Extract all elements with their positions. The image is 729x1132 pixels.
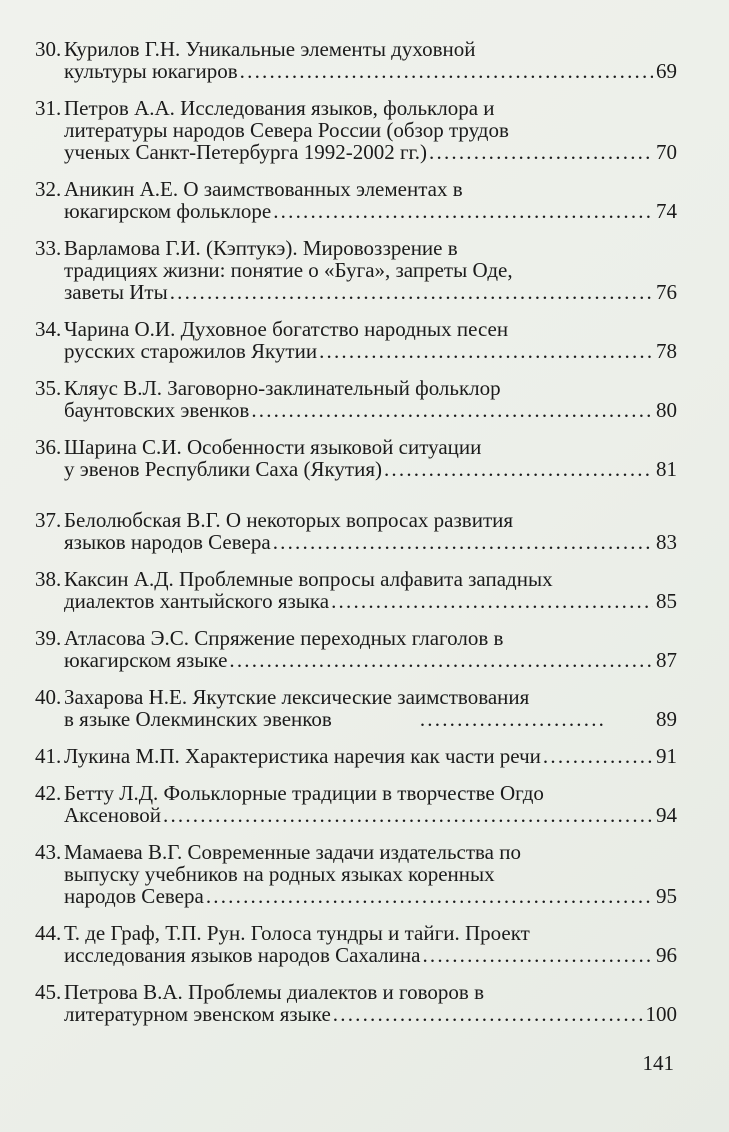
- entry-number: 34.: [35, 317, 62, 341]
- entry-text-line: в языке Олекминских эвенков: [64, 707, 332, 731]
- entry-text-line: Каксин А.Д. Проблемные вопросы алфавита западных: [64, 567, 553, 591]
- entry-text-line: Бетту Л.Д. Фольклорные традиции в творчестве Огдо: [64, 781, 544, 805]
- entry-text-line: литературном эвенском языке: [64, 1002, 331, 1026]
- entry-number: 36.: [35, 435, 62, 459]
- toc-entry: [35, 782, 677, 826]
- toc-entry: [35, 841, 677, 907]
- dot-leader: [420, 708, 607, 730]
- folio-page-number: 141: [642, 1051, 674, 1075]
- entry-page-number: 95: [656, 884, 677, 908]
- dot-leader: [163, 804, 653, 826]
- entry-number: 39.: [35, 626, 62, 650]
- entry-number: 31.: [35, 96, 62, 120]
- entry-text-line: ученых Санкт-Петербурга 1992-2002 гг.): [64, 140, 428, 164]
- dot-leader: [206, 885, 653, 907]
- entry-number: 43.: [35, 840, 62, 864]
- entry-text-line: народов Севера: [64, 884, 204, 908]
- entry-page-number: 94: [656, 803, 677, 827]
- dot-leader: [429, 141, 653, 163]
- entry-number: 30.: [35, 37, 62, 61]
- entry-page-number: 91: [656, 744, 677, 768]
- entry-page-number: 69: [656, 59, 677, 83]
- entry-text-line: юкагирском фольклоре: [64, 199, 272, 223]
- entry-number: 41.: [35, 744, 62, 768]
- toc-entry: [35, 377, 677, 421]
- entry-text-line: Атласова Э.С. Спряжение переходных глаголов в: [64, 626, 504, 650]
- entry-text-line: литературы народов Севера России (обзор трудов: [64, 118, 509, 142]
- entry-text-line: Лукина М.П. Характеристика наречия как части речи: [64, 744, 541, 768]
- entry-page-number: 76: [656, 280, 677, 304]
- entry-number: 32.: [35, 177, 62, 201]
- toc-entry: [35, 627, 677, 671]
- dot-leader: [170, 281, 653, 303]
- entry-text-line: диалектов хантыйского языка: [64, 589, 330, 613]
- entry-text-line: Петрова В.А. Проблемы диалектов и говоров в: [64, 980, 484, 1004]
- entry-text-line: Белолюбская В.Г. О некоторых вопросах развития: [64, 508, 514, 532]
- entry-text-line: Петров А.А. Исследования языков, фольклора и: [64, 96, 495, 120]
- entry-page-number: 78: [656, 339, 677, 363]
- toc-entry: [35, 981, 677, 1025]
- entry-text-line: традициях жизни: понятие о «Буга», запреты Оде,: [64, 258, 513, 282]
- dot-leader: [319, 340, 653, 362]
- entry-number: 42.: [35, 781, 62, 805]
- entry-text-line: Шарина С.И. Особенности языковой ситуации: [64, 435, 482, 459]
- entry-text-line: заветы Иты: [64, 280, 168, 304]
- entry-page-number: 83: [656, 530, 677, 554]
- entry-page-number: 87: [656, 648, 677, 672]
- entry-page-number: 85: [656, 589, 677, 613]
- entry-text-line: Курилов Г.Н. Уникальные элементы духовной: [64, 37, 476, 61]
- dot-leader: [333, 1003, 643, 1025]
- entry-page-number: 70: [656, 140, 677, 164]
- entry-page-number: 80: [656, 398, 677, 422]
- entry-text-line: исследования языков народов Сахалина: [64, 943, 421, 967]
- entry-number: 37.: [35, 508, 62, 532]
- toc-entry: [35, 922, 677, 966]
- entry-text-line: у эвенов Республики Саха (Якутия): [64, 457, 382, 481]
- dot-leader: [422, 944, 653, 966]
- toc-entry: [35, 178, 677, 222]
- toc-entry: [35, 568, 677, 612]
- dot-leader: [543, 745, 653, 767]
- entry-text-line: Аникин А.Е. О заимствованных элементах в: [64, 177, 463, 201]
- dot-leader: [251, 399, 653, 421]
- entry-page-number: 81: [656, 457, 677, 481]
- toc-entry: [35, 38, 677, 82]
- entry-text-line: юкагирском языке: [64, 648, 228, 672]
- entry-text-line: Варламова Г.И. (Кэптукэ). Мировоззрение в: [64, 236, 458, 260]
- entry-number: 40.: [35, 685, 62, 709]
- entry-text-line: культуры юкагиров: [64, 59, 238, 83]
- entry-text-line: русских старожилов Якутии: [64, 339, 318, 363]
- dot-leader: [229, 649, 653, 671]
- entry-text-line: Аксеновой: [64, 803, 161, 827]
- entry-text-line: баунтовских эвенков: [64, 398, 250, 422]
- entry-text-line: Мамаева В.Г. Современные задачи издательства по: [64, 840, 521, 864]
- dot-leader: [331, 590, 653, 612]
- entry-number: 35.: [35, 376, 62, 400]
- entry-text-line: языков народов Севера: [64, 530, 271, 554]
- dot-leader: [273, 200, 653, 222]
- toc-entry: [35, 686, 677, 730]
- entry-page-number: 100: [645, 1002, 677, 1026]
- entry-text-line: Т. де Граф, Т.П. Рун. Голоса тундры и тайги. Проект: [64, 921, 530, 945]
- entry-number: 44.: [35, 921, 62, 945]
- dot-leader: [240, 60, 653, 82]
- entry-text-line: выпуску учебников на родных языках коренных: [64, 862, 495, 886]
- toc-entry: [35, 436, 677, 480]
- toc-entry: [35, 97, 677, 163]
- dot-leader: [384, 458, 653, 480]
- dot-leader: [273, 531, 653, 553]
- entry-text-line: Чарина О.И. Духовное богатство народных песен: [64, 317, 509, 341]
- toc-entry: [35, 509, 677, 553]
- entry-page-number: 89: [656, 707, 677, 731]
- entry-page-number: 74: [656, 199, 677, 223]
- entry-number: 33.: [35, 236, 62, 260]
- entry-text-line: Захарова Н.Е. Якутские лексические заимствования: [64, 685, 530, 709]
- toc-entry: [35, 237, 677, 303]
- entry-number: 45.: [35, 980, 62, 1004]
- toc-entry: [35, 318, 677, 362]
- entry-page-number: 96: [656, 943, 677, 967]
- entry-number: 38.: [35, 567, 62, 591]
- entry-text-line: Кляус В.Л. Заговорно-заклинательный фольклор: [64, 376, 501, 400]
- toc-entry: [35, 745, 677, 767]
